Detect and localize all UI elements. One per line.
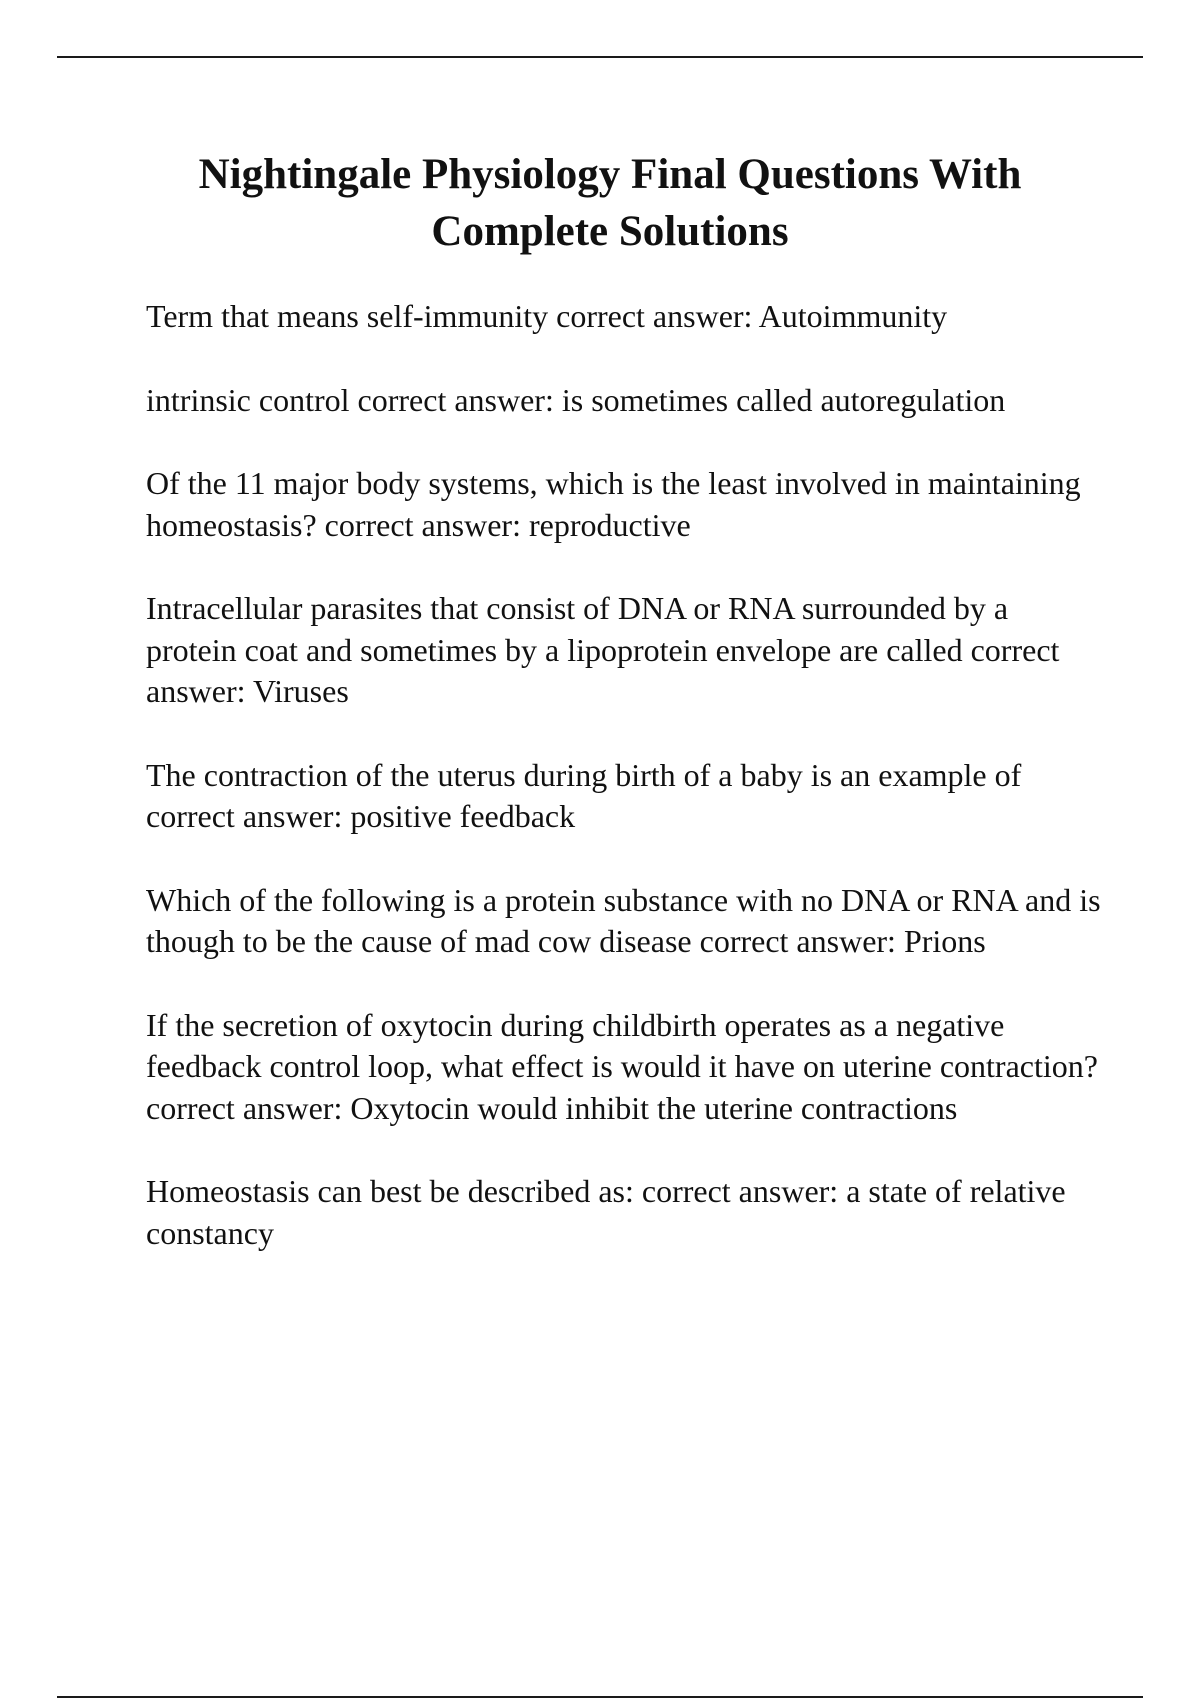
question-text: Term that means self-immunity correct answer:	[146, 298, 759, 334]
question-text: Homeostasis can best be described as: correct answer:	[146, 1173, 847, 1209]
answer-text: reproductive	[528, 506, 691, 543]
answer-text: Viruses	[252, 673, 349, 709]
answer-text: Prions	[903, 923, 986, 959]
qa-item	[146, 463, 1106, 546]
top-divider	[57, 56, 1143, 58]
question-text: Which of the following is a protein substance with no DNA or RNA and is though to be the cause of mad cow disease correct answer:	[146, 881, 1101, 959]
answer-text: Oxytocin would inhibit the uterine contractions	[350, 1089, 958, 1126]
qa-list	[146, 296, 1106, 1296]
qa-item	[146, 296, 1106, 338]
page-title: Nightingale Physiology Final Questions With Complete Solutions	[198, 151, 1022, 255]
answer-text: is sometimes called autoregulation	[561, 381, 1006, 418]
question-text: Of the 11 major body systems, which is the least involved in maintaining homeostasis? correct answer:	[146, 465, 1081, 543]
bottom-divider	[57, 1696, 1143, 1698]
qa-item	[146, 755, 1106, 838]
question-text: Intracellular parasites that consist of DNA or RNA surrounded by a protein coat and sometimes by a lipoprotein envelope are called correct answer:	[146, 590, 1060, 709]
question-text: If the secretion of oxytocin during childbirth operates as a negative feedback control loop, what effect is would it have on uterine contraction? correct answer:	[146, 1006, 1098, 1126]
qa-item	[146, 880, 1106, 963]
qa-item	[146, 588, 1106, 713]
answer-text: positive feedback	[350, 798, 576, 834]
question-text: intrinsic control correct answer:	[146, 381, 562, 418]
qa-item	[146, 380, 1106, 422]
answer-text: Autoimmunity	[758, 298, 948, 334]
qa-item	[146, 1005, 1106, 1130]
answer-text: a state of relative constancy	[146, 1173, 1066, 1251]
question-text: The contraction of the uterus during birth of a baby is an example of correct answer:	[146, 756, 1022, 834]
qa-item	[146, 1171, 1106, 1254]
